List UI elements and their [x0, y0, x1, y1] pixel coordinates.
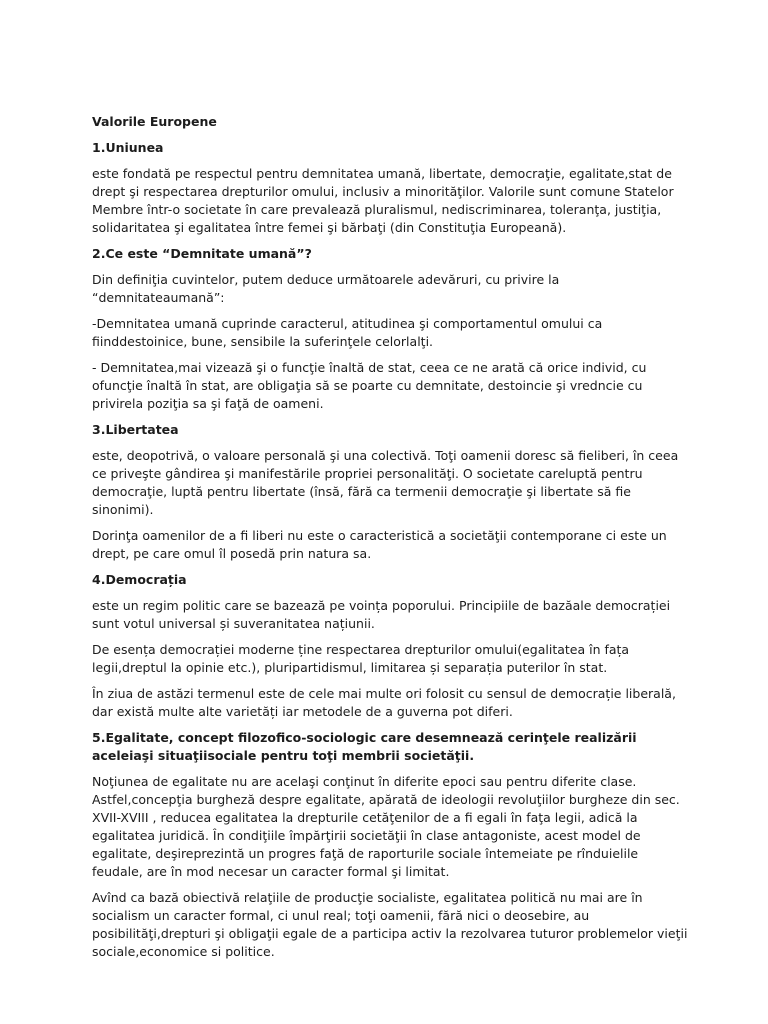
paragraph: -Demnitatea umană cuprinde caracterul, atitudinea şi comportamentul omului ca fiinddestoinice, bune, sensibile la suferinţele celorlalţi. [92, 316, 603, 349]
paragraph: De esența democrației moderne ține respectarea drepturilor omului(egalitatea în fața legii,dreptul la opinie etc.), pluripartidismul, limitarea și separația puterilor în stat. [92, 642, 630, 675]
paragraph: Din definiţia cuvintelor, putem deduce următoarele adevăruri, cu privire la “demnitateaumană”: [92, 272, 560, 305]
document-title: Valorile Europene [92, 114, 217, 129]
section-heading-demnitate: 2.Ce este “Demnitate umană”? [92, 246, 312, 261]
paragraph: este fondată pe respectul pentru demnitatea umană, libertate, democraţie, egalitate,stat de drept şi respectarea drepturilor omului, inclusiv a minorităţilor. Valorile sunt comune Statelor Membre într-o societate în care prevalează pluralismul, nediscriminarea, toleranţa, justiţia, solidaritatea şi egalitatea între femei şi bărbaţi (din Constituţia Europeană). [92, 166, 674, 235]
paragraph: este, deopotrivă, o valoare personală şi una colectivă. Toţi oamenii doresc să fieliberi, în ceea ce priveşte gândirea şi manifestările propriei personalităţi. O societate careluptă pentru democraţie, luptă pentru libertate (însă, fără ca termenii democraţie şi libertate să fie sinonimi). [92, 448, 679, 517]
paragraph: În ziua de astăzi termenul este de cele mai multe ori folosit cu sensul de democrație liberală, dar există multe alte varietăți iar metodele de a guverna pot diferi. [92, 686, 676, 719]
paragraph: Dorinţa oamenilor de a fi liberi nu este o caracteristică a societăţii contemporane ci este un drept, pe care omul îl posedă prin natura sa. [92, 528, 667, 561]
section-heading-democratia: 4.Democrația [92, 572, 187, 587]
section-heading-uniunea: 1.Uniunea [92, 140, 164, 155]
paragraph: Noţiunea de egalitate nu are acelaşi conţinut în diferite epoci sau pentru diferite clase. Astfel,concepţia burgheză despre egalitate, apărată de ideologii revoluţiilor burgheze din sec. XVII-XVIII , reducea egalitatea la drepturile cetăţenilor de a fi egali în faţa legii, adică la egalitatea juridică. În condiţiile împărţirii societăţii în clase antagoniste, acest model de egalitate, deşireprezintă un progres faţă de raporturile sociale întemeiate pe rînduielile feudale, are în mod necesar un caracter formal şi limitat. [92, 774, 680, 879]
section-heading-libertatea: 3.Libertatea [92, 422, 179, 437]
paragraph: - Demnitatea,mai vizează şi o funcţie înaltă de stat, ceea ce ne arată că orice individ, cu ofuncţie înaltă în stat, are obligaţia să se poarte cu demnitate, destoincie şi vredncie cu privirela poziţia sa şi faţă de oameni. [92, 360, 647, 411]
paragraph: Avînd ca bază obiectivă relaţiile de producţie socialiste, egalitatea politică nu mai are în socialism un caracter formal, ci unul real; toţi oamenii, fără nici o deosebire, au posibilităţi,drepturi şi obligaţii egale de a participa activ la rezolvarea tuturor problemelor vieţii sociale,economice si politice. [92, 890, 688, 959]
paragraph: este un regim politic care se bazează pe voința poporului. Principiile de bazăale democrației sunt votul universal și suveranitatea națiunii. [92, 598, 671, 631]
section-heading-egalitate: 5.Egalitate, concept filozofico-sociologic care desemnează cerinţele realizării aceleiaşi situaţiisociale pentru toţi membrii societăţii. [92, 730, 637, 763]
document-page [92, 113, 692, 969]
